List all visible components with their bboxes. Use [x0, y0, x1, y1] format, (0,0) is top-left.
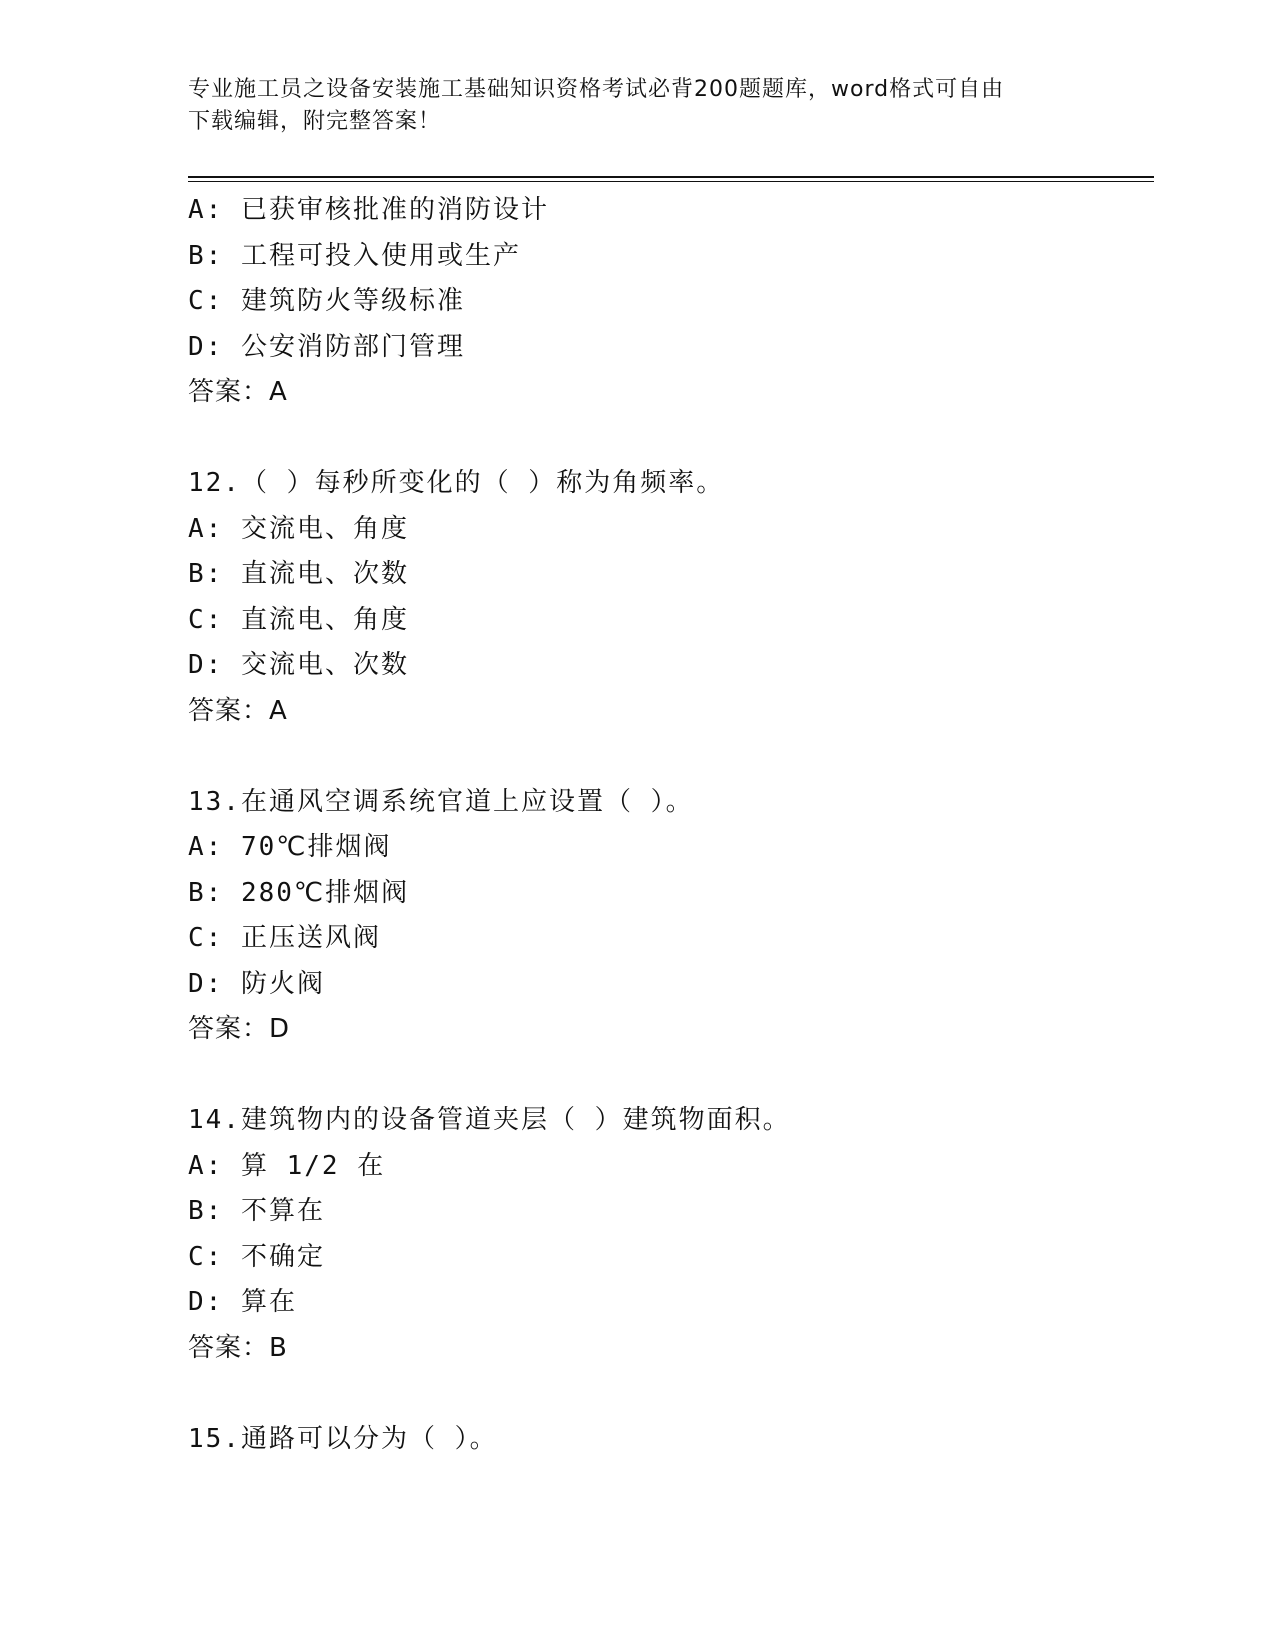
spacer	[188, 1371, 1154, 1417]
option-b: B: 280℃排烟阀	[188, 877, 410, 908]
spacer	[188, 416, 1154, 462]
option-c: C: 建筑防火等级标准	[188, 286, 465, 316]
option-a: A: 已获审核批准的消防设计	[188, 195, 549, 225]
option-c: C: 直流电、角度	[188, 604, 409, 635]
answer-line: 答案：B	[188, 1332, 288, 1363]
document-header	[188, 74, 1068, 138]
question-list	[188, 188, 1154, 1462]
question-text: 14.建筑物内的设备管道夹层（ ）建筑物面积。	[188, 1105, 791, 1135]
question-15	[188, 1417, 1154, 1463]
option-d: D: 防火阀	[188, 968, 325, 999]
answer-line: 答案：D	[188, 1014, 291, 1044]
question-13	[188, 780, 1154, 1053]
option-d: D: 公安消防部门管理	[188, 331, 465, 362]
option-a: A: 算 1/2 在	[188, 1150, 386, 1181]
option-c: C: 正压送风阀	[188, 923, 381, 953]
question-text: 13.在通风空调系统官道上应设置（ ）。	[188, 786, 694, 817]
option-a: A: 70℃排烟阀	[188, 832, 392, 862]
answer-line: 答案：A	[188, 377, 288, 407]
spacer	[188, 1053, 1154, 1099]
header-rule-thick	[188, 176, 1154, 178]
option-d: D: 算在	[188, 1287, 297, 1317]
header-line-2: 下载编辑，附完整答案！	[188, 109, 442, 134]
option-c: C: 不确定	[188, 1241, 325, 1272]
option-b: B: 工程可投入使用或生产	[188, 240, 521, 271]
question-text: 12.（ ）每秒所变化的（ ）称为角频率。	[188, 468, 725, 498]
question-14	[188, 1098, 1154, 1371]
header-line-1: 专业施工员之设备安装施工基础知识资格考试必背200题题库，word格式可自由	[188, 77, 1005, 102]
header-rule-thin	[188, 181, 1154, 182]
option-d: D: 交流电、次数	[188, 650, 409, 680]
spacer	[188, 734, 1154, 780]
question-text: 15.通路可以分为（ ）。	[188, 1423, 498, 1454]
option-b: B: 不算在	[188, 1196, 325, 1226]
option-a: A: 交流电、角度	[188, 513, 409, 544]
question-11	[188, 188, 1154, 416]
answer-line: 答案：A	[188, 695, 288, 726]
option-b: B: 直流电、次数	[188, 559, 409, 589]
question-12	[188, 461, 1154, 734]
